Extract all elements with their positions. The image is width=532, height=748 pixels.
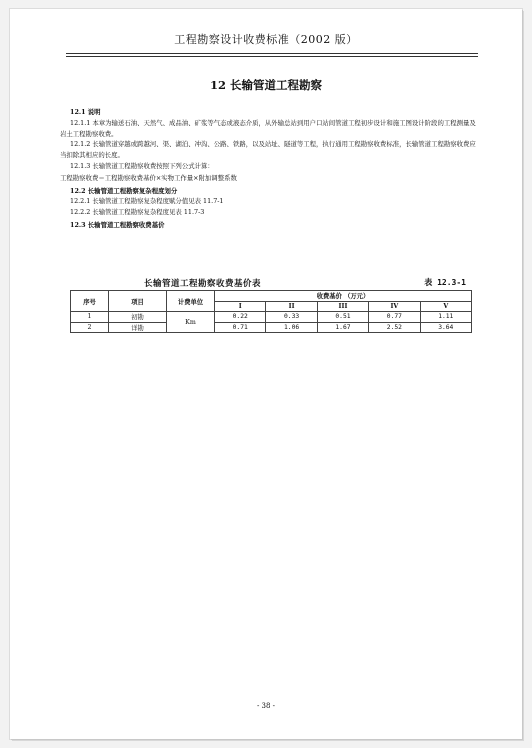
row-item: 详勘 [109, 322, 167, 333]
page-number: - 38 - [256, 702, 276, 710]
running-header: 工程勘察设计收费标准（2002 版） [174, 33, 358, 46]
section-heading-12-2: 12.2 长输管道工程勘察复杂程度划分 [70, 186, 178, 195]
header-level-3: III [317, 301, 368, 312]
row-unit: Km [167, 312, 215, 333]
table-number: 表 12.3-1 [424, 278, 466, 287]
row-value: 1.06 [266, 322, 317, 333]
row-value: 0.22 [215, 312, 266, 323]
section-heading-12-1: 12.1 说明 [70, 108, 101, 116]
row-value: 1.67 [317, 322, 368, 333]
table-header-row [71, 291, 472, 302]
header-rule [66, 53, 478, 57]
row-value: 0.33 [266, 312, 317, 323]
header-unit: 计费单位 [167, 291, 215, 312]
row-value: 0.51 [317, 312, 368, 323]
document-page [10, 9, 522, 739]
header-fee-group: 收费基价 （万元） [215, 291, 472, 302]
row-value: 0.71 [215, 322, 266, 333]
body-text [60, 105, 480, 231]
row-no: 1 [71, 312, 109, 323]
row-value: 3.64 [420, 322, 471, 333]
header-level-5: V [420, 301, 471, 312]
paragraph-12-1-2: 12.1.2 长输管道穿越或跨越河、渠、湖泊、冲沟、公路、铁路，以及站址、隧道等工程，执行通用工程勘察收费标准，长输管道工程勘察收费应当扣除其相应的长度。 [60, 140, 476, 160]
header-level-4: IV [369, 301, 420, 312]
paragraph-12-2-2: 12.2.2 长输管道工程勘察复杂程度见表 11.7-3 [70, 208, 205, 217]
header-level-1: I [215, 301, 266, 312]
table-row [71, 312, 472, 323]
table-title: 长输管道工程勘察收费基价表 [144, 279, 262, 289]
section-heading-12-3: 12.3 长输管道工程勘察收费基价 [70, 220, 165, 229]
row-value: 1.11 [420, 312, 471, 323]
header-no: 序号 [71, 291, 109, 312]
paragraph-12-1-1: 12.1.1 本章为输送石油、天然气、成品油、矿浆等气态或液态介质，从外输总站到用户口站间管道工程初步设计和施工图设计阶段的工程测量及岩土工程勘察收费。 [60, 118, 476, 138]
paragraph-12-1-3: 12.1.3 长输管道工程勘察收费按照下列公式计算： [70, 161, 214, 170]
table-row [71, 322, 472, 333]
row-value: 0.77 [369, 312, 420, 323]
paragraph-12-2-1: 12.2.1 长输管道工程勘察复杂程度赋分值见表 11.7-1 [70, 197, 224, 206]
chapter-title: 12 长输管道工程勘察 [209, 78, 322, 92]
header-item: 项目 [109, 291, 167, 312]
row-value: 2.52 [369, 322, 420, 333]
row-item: 初勘 [109, 312, 167, 323]
fee-formula: 工程勘察收费＝工程勘察收费基价×实物工作量×附加调整系数 [60, 173, 237, 182]
fee-table [70, 290, 472, 333]
row-no: 2 [71, 322, 109, 333]
header-level-2: II [266, 301, 317, 312]
